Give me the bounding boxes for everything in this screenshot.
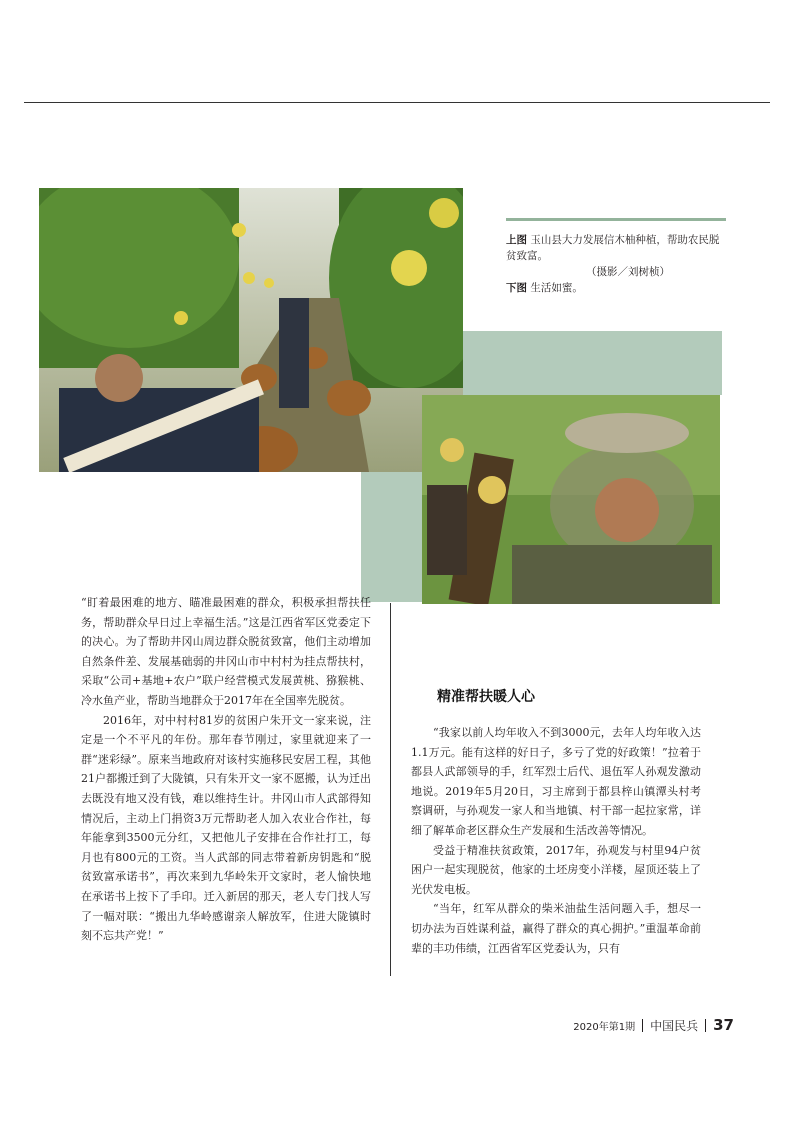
header-rule xyxy=(24,102,770,103)
body-paragraph: 2016年，对中村村81岁的贫困户朱开文一家来说，注定是一个不平凡的年份。那年春节刚过，家里就迎来了一群“迷彩绿”。原来当地政府对该村实施移民安居工程，其他21户都搬迁到了大陇镇，只有朱开文一家不愿搬，认为迁出去既没有地又没有钱，难以维持生计。井冈山市人武部得知情况后，主动上门捐资3万元帮助老人加入农业合作社，每年能拿到3500元分红，又把他儿子安排在合作社打工，每月也有800元的工资。当人武部的同志带着新房钥匙和“脱贫致富承诺书”，再次来到九华岭朱开文家时，老人愉快地在承诺书上按下了手印。迁入新居的那天，老人专门找人写了一幅对联：“搬出九华岭感谢亲人解放军，住进大陇镇时刻不忘共产党！” xyxy=(81,713,371,943)
pomelo-harvest-photo xyxy=(39,188,463,472)
body-paragraph: 受益于精准扶贫政策，2017年，孙观发与村里94户贫困户一起实现脱贫，他家的土坯房变小洋楼，屋顶还装上了光伏发电板。 xyxy=(411,843,701,896)
body-paragraph: “盯着最困难的地方、瞄准最困难的群众，积极承担帮扶任务，帮助群众早日过上幸福生活。”这是江西省军区党委定下的决心。为了帮助井冈山周边群众脱贫致富，他们主动增加自然条件差、发展基础弱的井冈山市中村村为挂点帮扶村，采取“公司+基地+农户”联户经营模式发展黄桃、猕猴桃、冷水鱼产业，帮助当地群众于2017年在全国率先脱贫。 xyxy=(81,596,371,707)
footer-separator xyxy=(705,1019,706,1032)
left-text-column xyxy=(81,593,371,946)
caption-top-text: 玉山县大力发展信木柚种植，帮助农民脱贫致富。 xyxy=(506,234,720,262)
column-divider xyxy=(390,603,391,976)
right-text-column xyxy=(411,723,701,958)
accent-block-right xyxy=(463,331,722,395)
caption-bottom xyxy=(506,280,728,296)
accent-block-left xyxy=(361,472,422,602)
beekeeper-photo xyxy=(422,395,720,604)
section-heading: 精准帮扶暖人心 xyxy=(437,689,535,705)
page-footer xyxy=(573,1016,734,1034)
page-number: 37 xyxy=(713,1016,734,1034)
body-paragraph: “我家以前人均年收入不到3000元，去年人均年收入达1.1万元。能有这样的好日子，多亏了党的好政策！”拉着于都县人武部领导的手，红军烈士后代、退伍军人孙观发激动地说。2019年5月20日，习主席到于都县梓山镇潭头村考察调研，与孙观发一家人和当地镇、村干部一起拉家常，详细了解革命老区群众生产发展和生活改善等情况。 xyxy=(411,726,701,837)
photo-caption xyxy=(506,232,728,296)
caption-bottom-tag: 下图 xyxy=(506,282,527,294)
issue-number: 2020年第1期 xyxy=(573,1021,636,1033)
caption-rule xyxy=(506,218,726,221)
footer-separator xyxy=(642,1019,643,1032)
magazine-name: 中国民兵 xyxy=(650,1018,699,1033)
body-paragraph: “当年，红军从群众的柴米油盐生活问题入手，想尽一切办法为百姓谋利益，赢得了群众的真心拥护。”重温革命前辈的丰功伟绩，江西省军区党委认为，只有 xyxy=(411,902,701,955)
caption-top xyxy=(506,232,728,264)
caption-bottom-text: 生活如蜜。 xyxy=(530,282,583,294)
caption-top-tag: 上图 xyxy=(506,234,527,246)
photo-credit: （摄影／刘树桢） xyxy=(586,266,670,278)
